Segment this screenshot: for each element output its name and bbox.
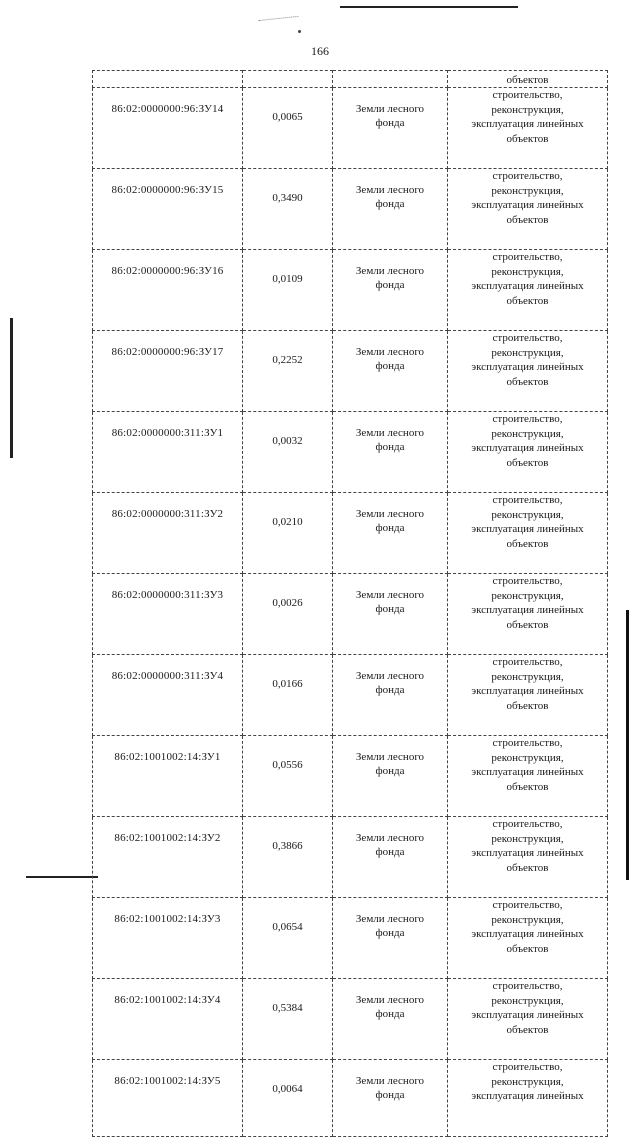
use-line: объектов	[506, 942, 549, 955]
category-line: Земли лесного	[355, 1075, 425, 1087]
table-row	[93, 169, 608, 250]
area-cell	[243, 493, 333, 574]
area-cell	[243, 898, 333, 979]
category-cell	[333, 979, 448, 1060]
category-line: Земли лесного	[355, 751, 425, 763]
cadastral-number: 86:02:1001002:14:ЗУ1	[114, 751, 221, 763]
use-line: строительство,	[492, 89, 563, 101]
use-cell	[448, 493, 608, 574]
use-line: реконструкция,	[491, 265, 564, 278]
use-line: реконструкция,	[491, 103, 564, 116]
cadastral-cell	[93, 71, 243, 88]
use-cell	[448, 979, 608, 1060]
use-line: объектов	[506, 132, 549, 145]
use-line: эксплуатация линейных	[471, 199, 584, 211]
use-line: эксплуатация линейных	[471, 118, 584, 130]
use-cell	[448, 169, 608, 250]
use-line: эксплуатация линейных	[471, 766, 584, 778]
use-line: эксплуатация линейных	[471, 604, 584, 616]
table-row	[93, 1060, 608, 1137]
use-line: строительство,	[492, 413, 563, 425]
table-row	[93, 331, 608, 412]
scan-edge-bar-left	[10, 318, 13, 458]
category-cell	[333, 817, 448, 898]
category-line: фонда	[375, 441, 405, 453]
cadastral-number: 86:02:0000000:311:ЗУ1	[111, 427, 224, 439]
area-cell	[243, 71, 333, 88]
use-line: строительство,	[492, 575, 563, 587]
area-value: 0,0064	[272, 1083, 303, 1095]
use-line: эксплуатация линейных	[471, 523, 584, 535]
scan-edge-line-bottom	[26, 876, 98, 878]
use-cell	[448, 88, 608, 169]
area-cell	[243, 979, 333, 1060]
category-line: Земли лесного	[355, 994, 425, 1006]
use-line: объектов	[506, 375, 549, 388]
table-row	[93, 979, 608, 1060]
category-cell	[333, 88, 448, 169]
category-line: фонда	[375, 1089, 405, 1101]
use-line: объектов	[506, 74, 549, 86]
use-line: эксплуатация линейных	[471, 280, 584, 292]
cadastral-cell	[93, 898, 243, 979]
cadastral-number: 86:02:0000000:311:ЗУ2	[111, 508, 224, 520]
scan-artifact-top	[258, 8, 299, 21]
category-line: фонда	[375, 522, 405, 534]
category-line: Земли лесного	[355, 265, 425, 277]
category-cell	[333, 655, 448, 736]
use-line: реконструкция,	[491, 913, 564, 926]
use-line: строительство,	[492, 1061, 563, 1073]
category-line: фонда	[375, 684, 405, 696]
category-cell	[333, 736, 448, 817]
use-line: строительство,	[492, 818, 563, 830]
cadastral-number: 86:02:0000000:96:ЗУ16	[111, 265, 224, 277]
use-cell	[448, 574, 608, 655]
area-cell	[243, 655, 333, 736]
use-line: реконструкция,	[491, 832, 564, 845]
use-cell	[448, 655, 608, 736]
cadastral-number: 86:02:1001002:14:ЗУ2	[114, 832, 221, 844]
area-value: 0,0166	[272, 678, 303, 690]
cadastral-number: 86:02:0000000:96:ЗУ15	[111, 184, 224, 196]
area-value: 0,0032	[272, 435, 303, 447]
category-line: фонда	[375, 117, 405, 129]
cadastral-cell	[93, 655, 243, 736]
area-value: 0,0210	[272, 516, 303, 528]
cadastral-cell	[93, 736, 243, 817]
cadastral-number: 86:02:0000000:311:ЗУ4	[111, 670, 224, 682]
cadastral-cell	[93, 493, 243, 574]
category-line: фонда	[375, 846, 405, 858]
use-line: эксплуатация линейных	[471, 685, 584, 697]
cadastral-number: 86:02:0000000:311:ЗУ3	[111, 589, 224, 601]
cadastral-cell	[93, 412, 243, 493]
use-line: эксплуатация линейных	[471, 847, 584, 859]
category-line: Земли лесного	[355, 589, 425, 601]
land-plots-table	[92, 70, 608, 1137]
category-line: фонда	[375, 765, 405, 777]
area-value: 0,0026	[272, 597, 303, 609]
category-cell	[333, 331, 448, 412]
use-line: строительство,	[492, 332, 563, 344]
area-cell	[243, 169, 333, 250]
scan-edge-line-top	[340, 6, 518, 8]
category-line: Земли лесного	[355, 184, 425, 196]
use-line: реконструкция,	[491, 670, 564, 683]
use-line: реконструкция,	[491, 508, 564, 521]
use-cell	[448, 736, 608, 817]
cadastral-number: 86:02:0000000:96:ЗУ14	[111, 103, 224, 115]
category-cell	[333, 493, 448, 574]
use-cell	[448, 412, 608, 493]
use-cell	[448, 71, 608, 88]
cadastral-cell	[93, 250, 243, 331]
table-row	[93, 493, 608, 574]
area-value: 0,0065	[272, 111, 303, 123]
table-row	[93, 412, 608, 493]
table-row-continued	[93, 71, 608, 88]
use-line: строительство,	[492, 656, 563, 668]
use-line: строительство,	[492, 251, 563, 263]
category-cell	[333, 169, 448, 250]
use-line: эксплуатация линейных	[471, 442, 584, 454]
use-line: объектов	[506, 861, 549, 874]
use-line: объектов	[506, 699, 549, 712]
area-value: 0,0654	[272, 921, 303, 933]
table-row	[93, 574, 608, 655]
area-cell	[243, 250, 333, 331]
use-cell	[448, 331, 608, 412]
scan-dot	[298, 30, 301, 33]
cadastral-number: 86:02:0000000:96:ЗУ17	[111, 346, 224, 358]
area-cell	[243, 736, 333, 817]
area-cell	[243, 412, 333, 493]
area-value: 0,5384	[272, 1002, 303, 1014]
use-line: объектов	[506, 213, 549, 226]
category-line: Земли лесного	[355, 103, 425, 115]
use-line: строительство,	[492, 737, 563, 749]
use-line: строительство,	[492, 980, 563, 992]
category-line: фонда	[375, 360, 405, 372]
category-line: Земли лесного	[355, 427, 425, 439]
area-cell	[243, 574, 333, 655]
cadastral-cell	[93, 88, 243, 169]
category-cell	[333, 71, 448, 88]
page-number: 166	[311, 44, 329, 58]
use-cell	[448, 250, 608, 331]
use-line: строительство,	[492, 899, 563, 911]
cadastral-cell	[93, 574, 243, 655]
scan-edge-bar-right	[626, 610, 629, 880]
category-line: фонда	[375, 198, 405, 210]
area-cell	[243, 817, 333, 898]
cadastral-cell	[93, 169, 243, 250]
use-line: реконструкция,	[491, 589, 564, 602]
use-line: эксплуатация линейных	[471, 1009, 584, 1021]
cadastral-cell	[93, 817, 243, 898]
category-line: Земли лесного	[355, 670, 425, 682]
category-line: фонда	[375, 927, 405, 939]
category-line: фонда	[375, 1008, 405, 1020]
area-value: 0,0556	[272, 759, 303, 771]
use-line: объектов	[506, 294, 549, 307]
use-line: реконструкция,	[491, 184, 564, 197]
category-cell	[333, 1060, 448, 1137]
category-cell	[333, 250, 448, 331]
cadastral-number: 86:02:1001002:14:ЗУ4	[114, 994, 221, 1006]
category-line: Земли лесного	[355, 346, 425, 358]
category-cell	[333, 574, 448, 655]
cadastral-cell	[93, 979, 243, 1060]
use-line: реконструкция,	[491, 994, 564, 1007]
area-value: 0,3866	[272, 840, 303, 852]
use-line: реконструкция,	[491, 1075, 564, 1088]
category-line: фонда	[375, 279, 405, 291]
category-line: Земли лесного	[355, 913, 425, 925]
area-value: 0,3490	[272, 192, 303, 204]
use-line: строительство,	[492, 170, 563, 182]
use-line: объектов	[506, 780, 549, 793]
area-cell	[243, 88, 333, 169]
category-line: Земли лесного	[355, 508, 425, 520]
use-line: объектов	[506, 618, 549, 631]
use-line: объектов	[506, 456, 549, 469]
cadastral-number: 86:02:1001002:14:ЗУ5	[114, 1075, 221, 1087]
use-cell	[448, 1060, 608, 1137]
category-cell	[333, 898, 448, 979]
table-row	[93, 736, 608, 817]
cadastral-cell	[93, 331, 243, 412]
area-cell	[243, 331, 333, 412]
use-cell	[448, 898, 608, 979]
table-row	[93, 88, 608, 169]
use-line: эксплуатация линейных	[471, 928, 584, 940]
area-cell	[243, 1060, 333, 1137]
use-cell	[448, 817, 608, 898]
category-line: Земли лесного	[355, 832, 425, 844]
use-line: объектов	[506, 537, 549, 550]
use-line: реконструкция,	[491, 427, 564, 440]
cadastral-cell	[93, 1060, 243, 1137]
table-row	[93, 655, 608, 736]
category-line: фонда	[375, 603, 405, 615]
use-line: реконструкция,	[491, 346, 564, 359]
use-line: эксплуатация линейных	[471, 1090, 584, 1102]
cadastral-number: 86:02:1001002:14:ЗУ3	[114, 913, 221, 925]
use-line: объектов	[506, 1023, 549, 1036]
use-line: эксплуатация линейных	[471, 361, 584, 373]
table-row	[93, 817, 608, 898]
table-row	[93, 898, 608, 979]
area-value: 0,0109	[272, 273, 303, 285]
use-line: реконструкция,	[491, 751, 564, 764]
area-value: 0,2252	[272, 354, 303, 366]
category-cell	[333, 412, 448, 493]
table-row	[93, 250, 608, 331]
use-line: строительство,	[492, 494, 563, 506]
